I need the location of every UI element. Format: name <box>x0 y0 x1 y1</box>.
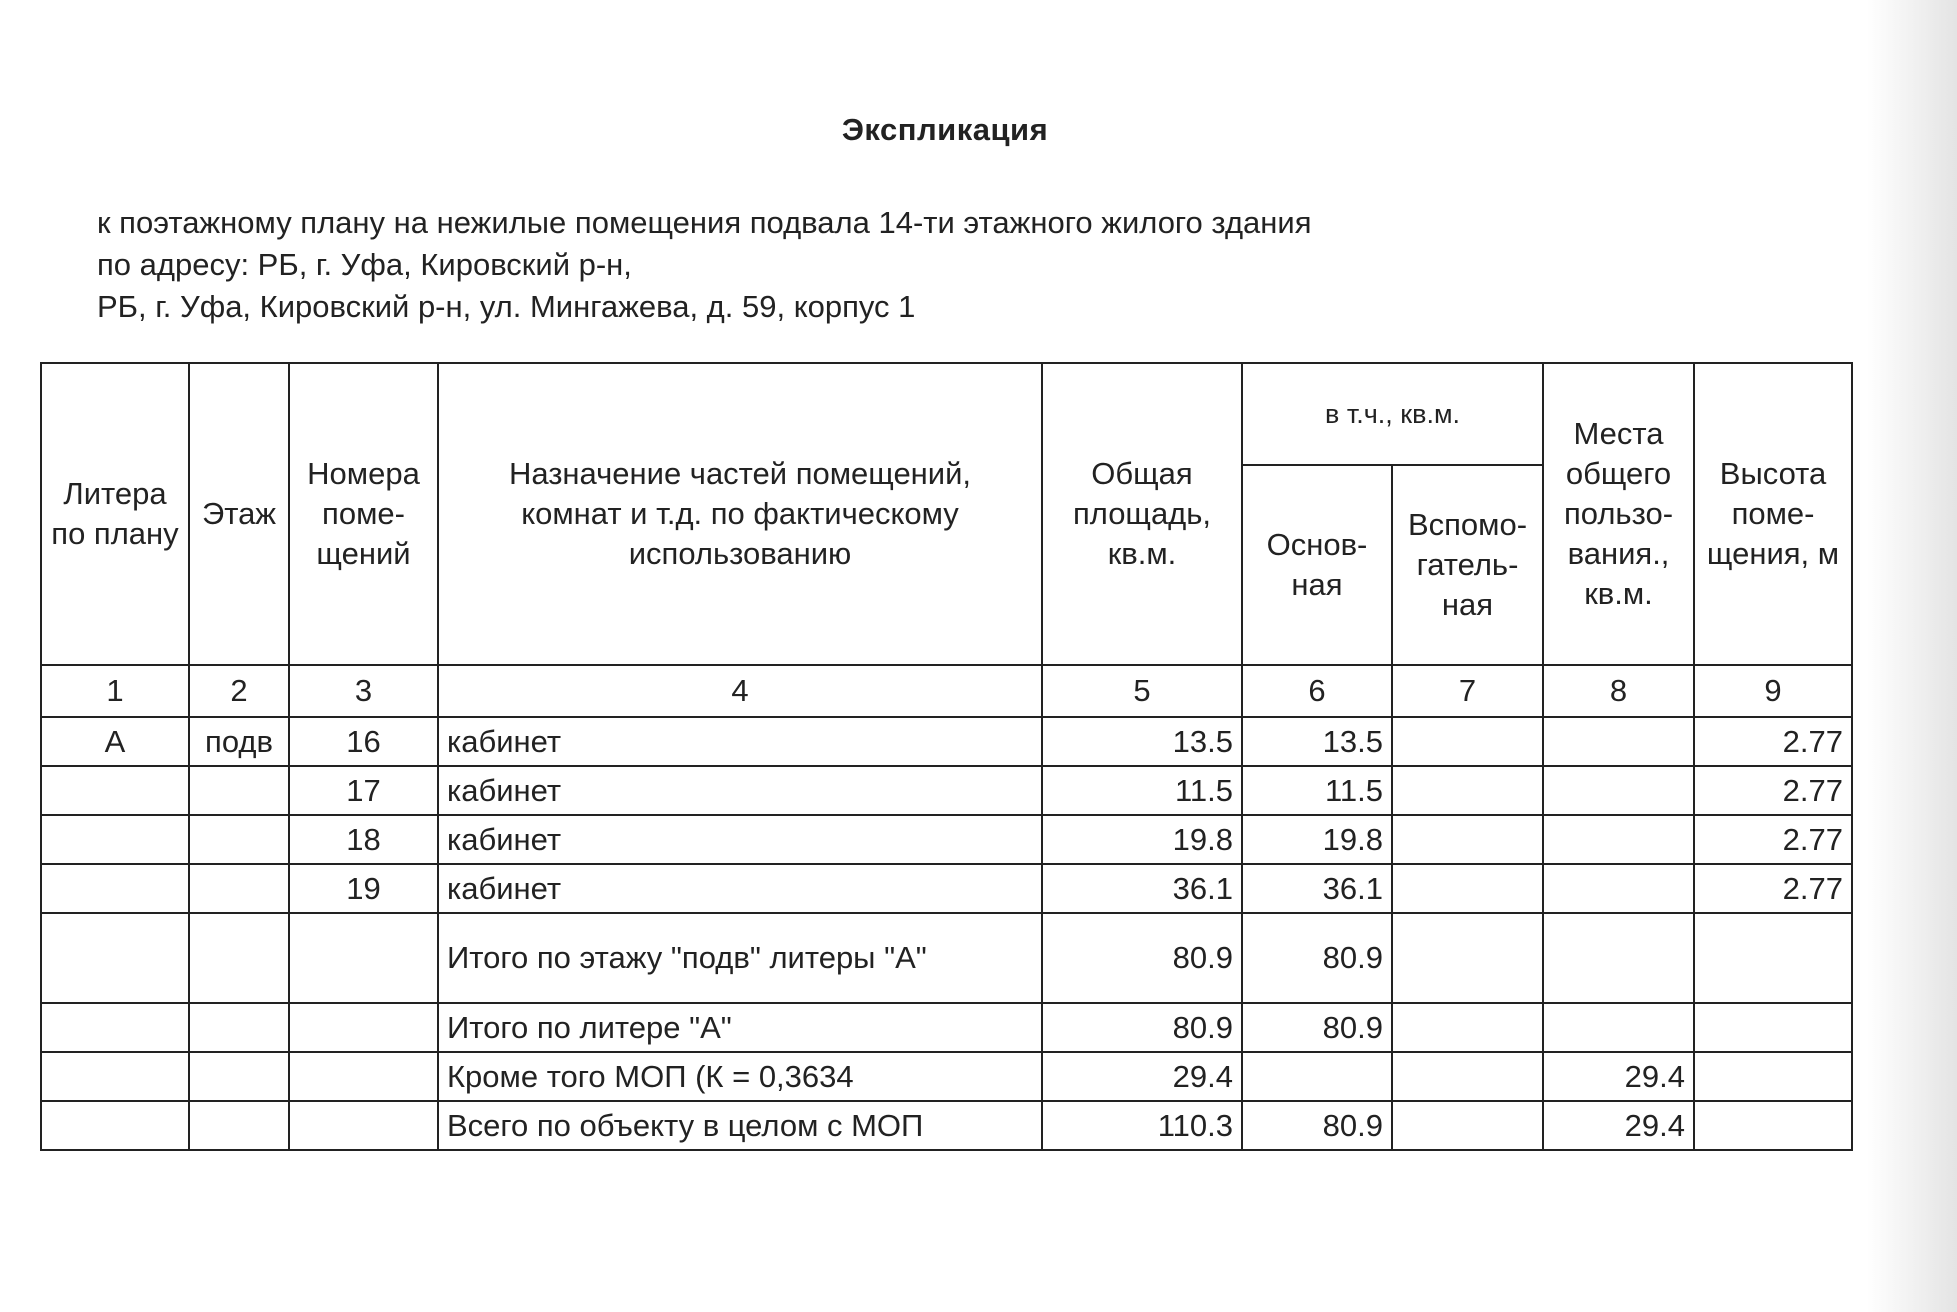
table-row <box>41 766 1852 815</box>
column-number: 8 <box>1543 665 1694 717</box>
column-number: 2 <box>189 665 289 717</box>
header-etazh: Этаж <box>189 363 289 665</box>
total-mop-row <box>41 1052 1852 1101</box>
cell-nomer: 19 <box>289 864 438 913</box>
cell-vysota: 2.77 <box>1694 717 1852 766</box>
cell-name: кабинет <box>438 717 1042 766</box>
total-mop-obshaya: 29.4 <box>1042 1052 1242 1101</box>
table-row <box>41 864 1852 913</box>
total-litera-obshaya: 80.9 <box>1042 1003 1242 1052</box>
total-litera-osnovnaya: 80.9 <box>1242 1003 1392 1052</box>
subtitle-line: РБ, г. Уфа, Кировский р-н, ул. Мингажева, д. 59, корпус 1 <box>97 289 916 324</box>
column-number: 4 <box>438 665 1042 717</box>
cell-name: кабинет <box>438 864 1042 913</box>
cell-vysota: 2.77 <box>1694 815 1852 864</box>
table-row <box>41 717 1852 766</box>
header-obshaya: Общая площадь, кв.м. <box>1042 363 1242 665</box>
total-all-row <box>41 1101 1852 1150</box>
cell-etazh <box>189 766 289 815</box>
cell-osnovnaya: 36.1 <box>1242 864 1392 913</box>
cell-vspom <box>1392 864 1543 913</box>
cell-litera <box>41 864 189 913</box>
total-all-mop: 29.4 <box>1543 1101 1694 1150</box>
cell-nomer: 18 <box>289 815 438 864</box>
cell-nomer: 17 <box>289 766 438 815</box>
cell-nomer: 16 <box>289 717 438 766</box>
total-mop-mop: 29.4 <box>1543 1052 1694 1101</box>
document-title: Экспликация <box>841 112 1049 147</box>
header-vysota: Высота поме- щения, м <box>1694 363 1852 665</box>
cell-vysota: 2.77 <box>1694 864 1852 913</box>
header-nomera: Номера поме- щений <box>289 363 438 665</box>
cell-etazh <box>189 815 289 864</box>
subtitle-line: к поэтажному плану на нежилые помещения подвала 14-ти этажного жилого здания <box>97 205 1312 240</box>
cell-etazh: подв <box>189 717 289 766</box>
cell-litera <box>41 766 189 815</box>
cell-name: кабинет <box>438 766 1042 815</box>
column-number: 3 <box>289 665 438 717</box>
column-number: 1 <box>41 665 189 717</box>
header-v-tch: в т.ч., кв.м. <box>1242 363 1543 465</box>
total-all-label: Всего по объекту в целом с МОП <box>438 1101 1042 1150</box>
column-number: 9 <box>1694 665 1852 717</box>
header-mesta: Места общего пользо- вания., кв.м. <box>1543 363 1694 665</box>
cell-vspom <box>1392 815 1543 864</box>
column-number: 6 <box>1242 665 1392 717</box>
total-floor-obshaya: 80.9 <box>1042 913 1242 1003</box>
cell-litera: А <box>41 717 189 766</box>
total-all-obshaya: 110.3 <box>1042 1101 1242 1150</box>
explication-table <box>40 362 1853 1151</box>
cell-mop <box>1543 717 1694 766</box>
total-litera-row <box>41 1003 1852 1052</box>
cell-obshaya: 13.5 <box>1042 717 1242 766</box>
subtitle-line: по адресу: РБ, г. Уфа, Кировский р-н, <box>97 247 632 282</box>
total-all-osnovnaya: 80.9 <box>1242 1101 1392 1150</box>
table-row <box>41 815 1852 864</box>
cell-mop <box>1543 766 1694 815</box>
header-naznachenie: Назначение частей помещений, комнат и т.д. по фактическому использованию <box>438 363 1042 665</box>
cell-obshaya: 19.8 <box>1042 815 1242 864</box>
total-floor-row <box>41 913 1852 1003</box>
cell-mop <box>1543 815 1694 864</box>
cell-name: кабинет <box>438 815 1042 864</box>
cell-osnovnaya: 13.5 <box>1242 717 1392 766</box>
cell-mop <box>1543 864 1694 913</box>
page-edge-shadow <box>1867 0 1957 1312</box>
cell-litera <box>41 815 189 864</box>
header-litera: Литера по плану <box>41 363 189 665</box>
document-subtitle <box>97 202 1312 328</box>
cell-vspom <box>1392 717 1543 766</box>
header-vspomogatelnaya: Вспомо- гатель- ная <box>1392 465 1543 665</box>
cell-osnovnaya: 11.5 <box>1242 766 1392 815</box>
cell-obshaya: 36.1 <box>1042 864 1242 913</box>
column-number: 7 <box>1392 665 1543 717</box>
cell-vysota: 2.77 <box>1694 766 1852 815</box>
header-osnovnaya: Основ- ная <box>1242 465 1392 665</box>
cell-osnovnaya: 19.8 <box>1242 815 1392 864</box>
total-floor-osnovnaya: 80.9 <box>1242 913 1392 1003</box>
cell-obshaya: 11.5 <box>1042 766 1242 815</box>
total-litera-label: Итого по литере "А" <box>438 1003 1042 1052</box>
column-number: 5 <box>1042 665 1242 717</box>
total-floor-label: Итого по этажу "подв" литеры "А" <box>438 913 1042 1003</box>
cell-etazh <box>189 864 289 913</box>
cell-vspom <box>1392 766 1543 815</box>
total-mop-label: Кроме того МОП (К = 0,3634 <box>438 1052 1042 1101</box>
